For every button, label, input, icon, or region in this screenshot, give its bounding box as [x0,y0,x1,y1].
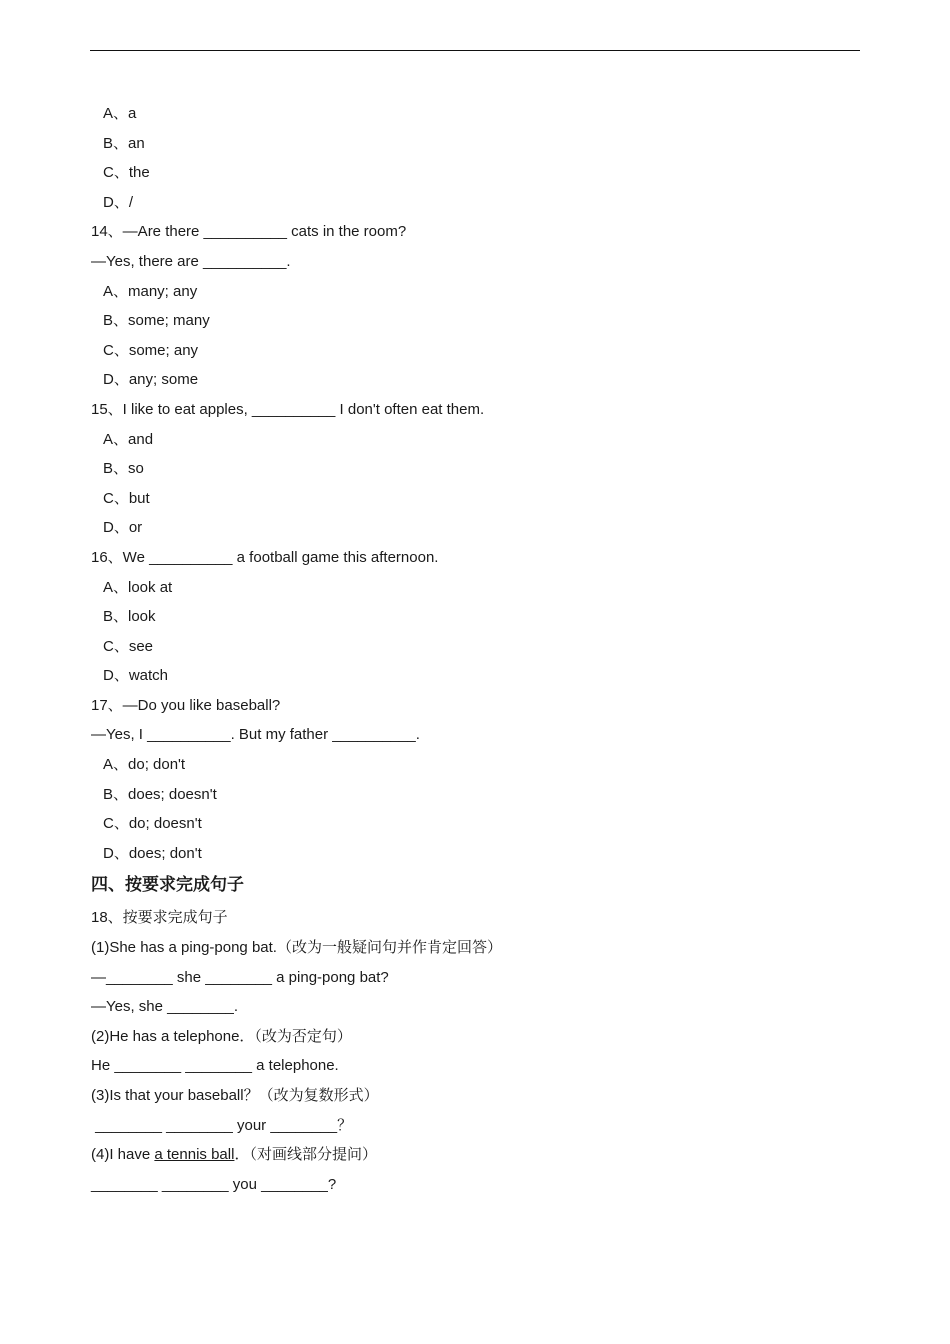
section-heading: 四、按要求完成句子 [91,875,244,896]
q15-stem: 15、I like to eat apples, __________ I don't often eat them. [91,400,485,418]
q18-title: 18、按要求完成句子 [91,909,228,927]
q15-option-b: B、so [103,460,144,478]
q17-stem-answer: —Yes, I __________. But my father __________. [91,726,420,744]
q17-option-c: C、do; doesn't [103,815,202,833]
q15-option-a: A、and [103,430,154,448]
q18-item4-underlined: a tennis ball [154,1146,235,1164]
q16-option-b: B、look [103,608,156,626]
q16-option-a: A、look at [103,578,173,596]
q18-item1-blank-2: —Yes, she ________. [91,998,239,1016]
q17-option-a: A、do; don't [103,756,186,774]
exam-content [91,99,861,1199]
q14-option-b: B、some; many [103,312,210,330]
q18-item3: (3)Is that your baseball？（改为复数形式） [91,1087,379,1104]
q15-option-d: D、or [103,519,143,537]
q18-item1: (1)She has a ping-pong bat.（改为一般疑问句并作肯定回答） [91,939,502,957]
q16-stem: 16、We __________ a football game this afternoon. [91,548,439,566]
q13-option-c: C、the [103,164,150,182]
q14-option-c: C、some; any [103,341,199,359]
q18-item1-blank-1: —________ she ________ a ping-pong bat? [91,968,389,986]
q18-item4-suffix: ．（对画线部分提问） [234,1146,377,1164]
q16-option-c: C、see [103,637,154,655]
q17-option-d: D、does; don't [103,844,202,862]
q17-option-b: B、does; doesn't [103,785,217,803]
q17-stem: 17、—Do you like baseball? [91,696,281,714]
q16-option-d: D、watch [103,667,169,685]
q14-option-a: A、many; any [103,282,198,300]
q14-option-d: D、any; some [103,371,199,389]
q13-option-a: A、a [103,105,137,122]
q13-option-d: D、/ [103,193,134,211]
q18-item2: (2)He has a telephone．（改为否定句） [91,1027,352,1045]
q18-item3-blank: ________ ________ your ________？ [91,1116,353,1134]
q18-item4-blank: ________ ________ you ________? [91,1175,337,1193]
q18-item4-prefix: (4)I have [91,1146,155,1164]
q13-option-b: B、an [103,134,145,152]
q15-option-c: C、but [103,489,150,507]
q18-item4 [91,1140,861,1170]
q18-item2-blank: He ________ ________ a telephone. [91,1057,339,1075]
q14-stem-answer: —Yes, there are __________. [91,252,291,270]
header-rule [90,50,860,51]
q14-stem: 14、—Are there __________ cats in the room? [91,223,407,241]
